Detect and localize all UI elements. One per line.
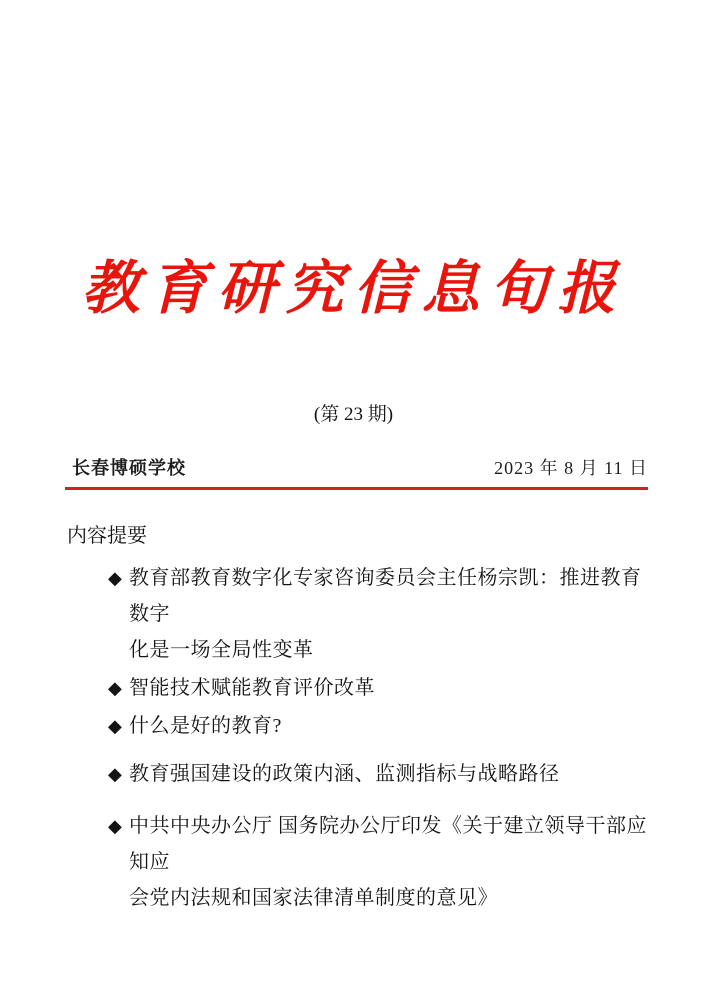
- bullet-diamond-icon: ◆: [108, 568, 122, 588]
- summary-list: [108, 560, 659, 916]
- publisher-name: 长春博硕学校: [72, 458, 186, 478]
- publisher-date-row: [0, 456, 707, 480]
- summary-item: [108, 708, 659, 744]
- summary-item: [108, 808, 659, 916]
- summary-item: [108, 670, 659, 706]
- bullet-diamond-icon: ◆: [108, 716, 122, 736]
- issue-number: (第 23 期): [313, 404, 394, 425]
- newsletter-title: 教育研究信息旬报: [81, 256, 626, 321]
- summary-item-line: 化是一场全局性变革: [129, 639, 314, 661]
- summary-item: [108, 560, 659, 668]
- bullet-diamond-icon: ◆: [108, 764, 122, 784]
- bullet-diamond-icon: ◆: [108, 678, 122, 698]
- summary-item-line: 教育部教育数字化专家咨询委员会主任杨宗凯：推进教育数字: [129, 567, 642, 625]
- red-divider-rule: [65, 487, 648, 490]
- summary-heading: 内容提要: [67, 525, 147, 547]
- summary-item-line: 会党内法规和国家法律清单制度的意见》: [129, 887, 498, 909]
- issue-date: 2023 年 8 月 11 日: [494, 458, 648, 478]
- bullet-diamond-icon: ◆: [108, 816, 122, 836]
- summary-item-line: 智能技术赋能教育评价改革: [129, 677, 375, 699]
- summary-item-line: 什么是好的教育?: [129, 715, 282, 737]
- summary-item-line: 中共中央办公厅 国务院办公厅印发《关于建立领导干部应知应: [129, 815, 647, 873]
- summary-item: [108, 756, 659, 792]
- summary-item-line: 教育强国建设的政策内涵、监测指标与战略路径: [129, 763, 560, 785]
